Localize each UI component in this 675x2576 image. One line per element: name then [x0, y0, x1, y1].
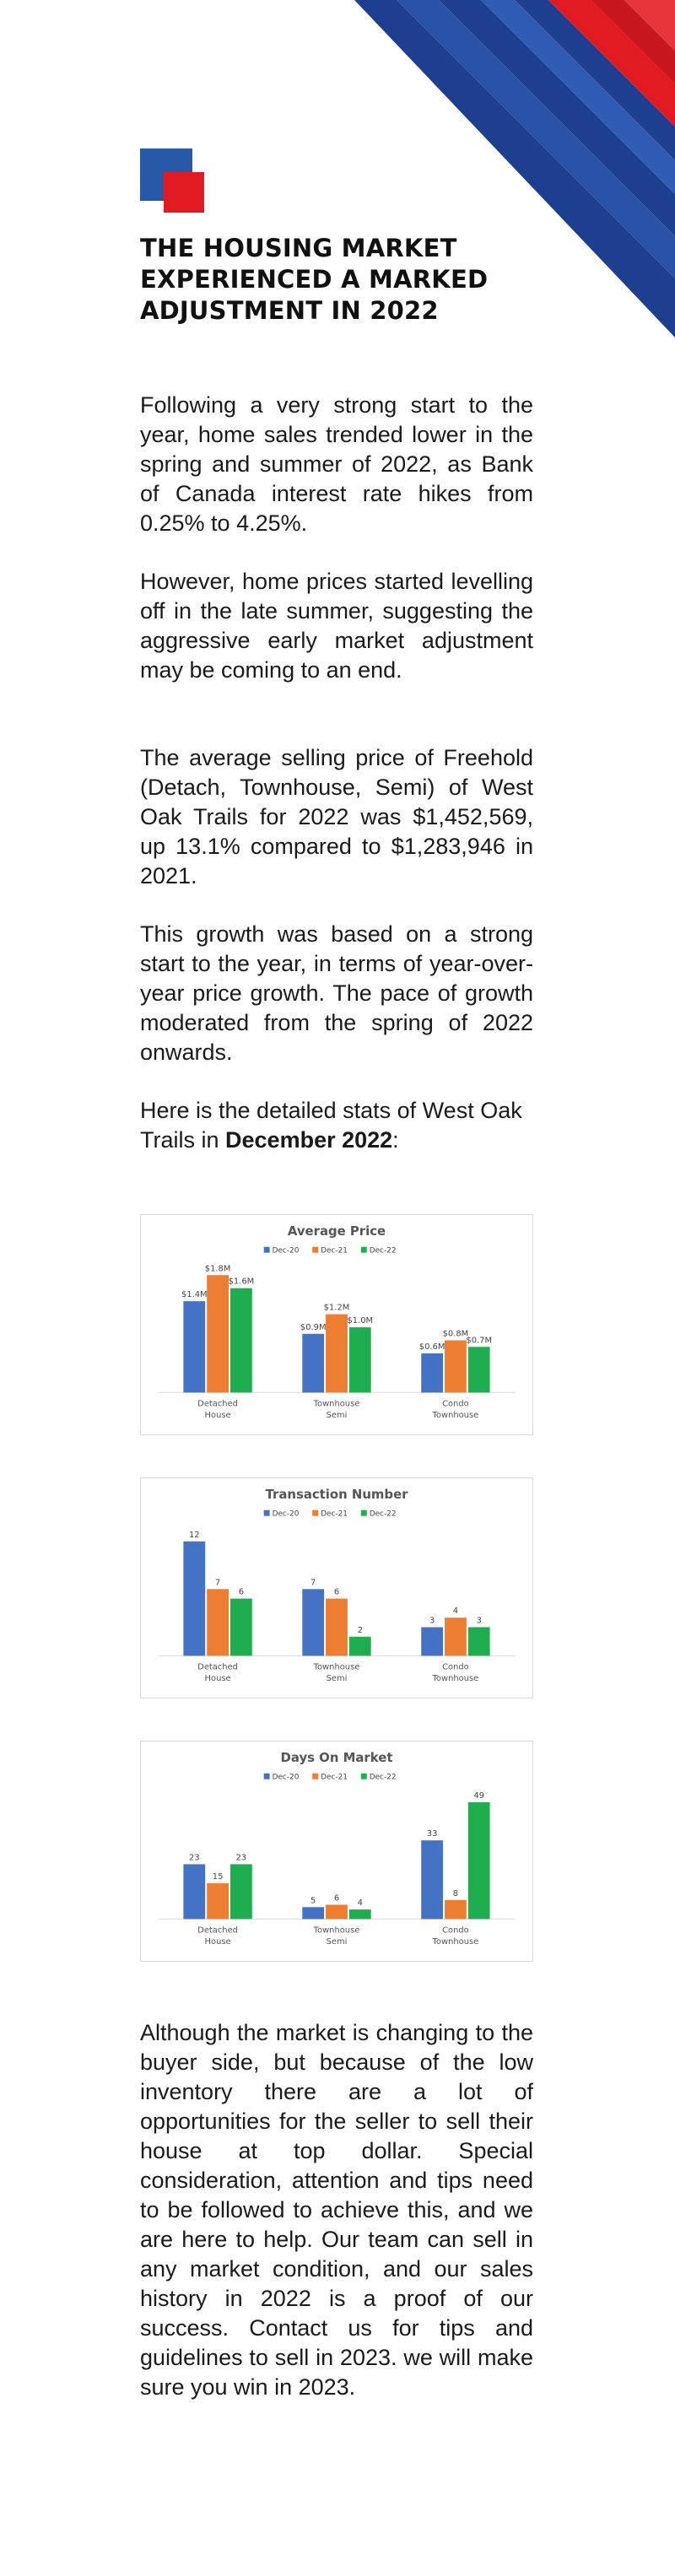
- data-label: $0.9M: [300, 1322, 327, 1332]
- bar: [326, 1599, 348, 1656]
- data-label: $1.6M: [228, 1277, 255, 1287]
- paragraph-intro: Following a very strong start to the year, home sales trended lower in the spring and summer of 2022, as Bank of Canada interest rate hikes from 0.25% to 4.25%.: [140, 392, 533, 536]
- data-label: 2: [357, 1625, 363, 1635]
- bar: [445, 1617, 467, 1655]
- bar: [230, 1599, 252, 1656]
- data-label: 15: [212, 1872, 224, 1882]
- data-label: 7: [214, 1578, 221, 1588]
- category-label: Condo: [442, 1662, 469, 1672]
- category-label: House: [204, 1937, 231, 1947]
- data-label: 8: [452, 1888, 459, 1898]
- category-label: Detached: [197, 1399, 238, 1409]
- data-label: 5: [310, 1896, 316, 1906]
- bar: [349, 1909, 371, 1919]
- legend-label: Dec-21: [321, 1509, 348, 1519]
- brand-logo: [140, 149, 206, 214]
- bar: [302, 1334, 324, 1393]
- data-label: 4: [452, 1607, 459, 1617]
- bar: [183, 1542, 205, 1656]
- paragraph-closing: Although the market is changing to the buyer side, but because of the low inventory there are a lot of opportunities for the seller to sell their house at top dollar. Special consideration, attention and tips need to be followed to achieve this, and we are here to help. Our team can sell in any market condition, and our sales history in 2022 is a proof of our success. Contact us for tips and guidelines to sell in 2023. we will make sure you win in 2023.: [140, 2020, 533, 2400]
- data-label: 49: [473, 1791, 485, 1801]
- data-label: $1.2M: [323, 1303, 350, 1313]
- bar: [207, 1883, 229, 1919]
- paragraph-average-price: The average selling price of Freehold (Detach, Townhouse, Semi) of West Oak Trails for 2022 was $1,452,569, up 13.1% compared to $1,283,946 in 2021.: [140, 745, 533, 888]
- data-label: $1.0M: [347, 1316, 374, 1326]
- legend-swatch: [312, 1510, 318, 1516]
- category-label: Condo: [442, 1925, 469, 1936]
- legend-label: Dec-22: [369, 1773, 397, 1782]
- data-label: 3: [476, 1616, 482, 1626]
- bar: [468, 1347, 490, 1392]
- legend-label: Dec-22: [369, 1509, 397, 1519]
- category-label: Townhouse: [432, 1411, 479, 1421]
- bar: [230, 1288, 252, 1393]
- bar: [326, 1904, 348, 1919]
- bar: [421, 1627, 443, 1655]
- data-label: $0.8M: [442, 1329, 469, 1339]
- legend-swatch: [361, 1774, 367, 1779]
- chart-title: Average Price: [287, 1223, 386, 1239]
- bar: [468, 1627, 490, 1655]
- legend-label: Dec-20: [272, 1246, 300, 1256]
- bar: [207, 1275, 229, 1392]
- legend-swatch: [264, 1510, 270, 1516]
- data-label: $0.6M: [418, 1342, 446, 1353]
- data-label: 23: [235, 1853, 247, 1863]
- chart-title: Transaction Number: [265, 1486, 408, 1502]
- paragraph-growth: This growth was based on a strong start to the year, in terms of year-over-year price growth. The pace of growth moderated from the spring of 2022 onwards.: [140, 921, 533, 1065]
- legend-label: Dec-20: [272, 1773, 300, 1782]
- data-label: 6: [333, 1893, 340, 1904]
- bar: [445, 1900, 467, 1920]
- bar: [302, 1907, 324, 1919]
- bar: [349, 1327, 371, 1392]
- category-label: Detached: [197, 1662, 238, 1672]
- bar: [349, 1637, 371, 1656]
- legend-swatch: [361, 1247, 367, 1253]
- bar: [445, 1341, 467, 1393]
- bar: [421, 1353, 443, 1392]
- category-label: Condo: [442, 1399, 469, 1409]
- category-label: Townhouse: [313, 1662, 360, 1672]
- legend-label: Dec-22: [369, 1246, 397, 1256]
- category-label: Townhouse: [313, 1399, 360, 1409]
- chart-days-on-market: [140, 1741, 533, 1962]
- bar: [302, 1589, 324, 1655]
- paragraph-prices: However, home prices started levelling off in the late summer, suggesting the aggressive early market adjustment may be coming to an end.: [140, 569, 533, 683]
- bar: [468, 1802, 490, 1919]
- bar: [207, 1589, 229, 1655]
- category-label: Semi: [326, 1937, 348, 1947]
- bar: [183, 1301, 205, 1392]
- data-label: 23: [188, 1853, 200, 1863]
- bar: [326, 1315, 348, 1393]
- category-label: Townhouse: [432, 1674, 479, 1684]
- category-label: Semi: [326, 1674, 348, 1684]
- legend-swatch: [361, 1510, 367, 1516]
- bar: [183, 1864, 205, 1919]
- bar: [421, 1840, 443, 1919]
- data-label: 33: [426, 1829, 438, 1839]
- stats-intro-colon: :: [392, 1127, 399, 1153]
- data-label: 12: [188, 1530, 200, 1540]
- category-label: Townhouse: [432, 1937, 479, 1947]
- data-label: $0.7M: [466, 1336, 493, 1346]
- chart-title: Days On Market: [280, 1749, 393, 1765]
- category-label: Townhouse: [313, 1925, 360, 1936]
- legend-swatch: [264, 1774, 270, 1779]
- legend-label: Dec-20: [272, 1509, 300, 1519]
- chart-average-price: [140, 1214, 533, 1435]
- page-title: THE HOUSING MARKET EXPERIENCED A MARKED ADJUSTMENT IN 2022: [140, 234, 489, 325]
- data-label: $1.4M: [181, 1290, 208, 1300]
- legend-label: Dec-21: [321, 1246, 348, 1256]
- data-label: 6: [333, 1587, 340, 1597]
- category-label: Detached: [197, 1925, 238, 1936]
- logo-red-square: [164, 172, 204, 213]
- bar: [230, 1864, 252, 1919]
- chart-transaction-number: [140, 1477, 533, 1698]
- legend-swatch: [312, 1247, 318, 1253]
- legend-label: Dec-21: [321, 1773, 348, 1782]
- stats-intro-text: Here is the detailed stats of West Oak Trails in: [140, 1098, 522, 1153]
- data-label: 6: [238, 1587, 245, 1597]
- paragraph-stats-intro: [140, 1096, 533, 1155]
- data-label: 7: [310, 1578, 316, 1588]
- data-label: 3: [429, 1616, 435, 1626]
- category-label: Semi: [326, 1411, 348, 1421]
- data-label: $1.8M: [204, 1264, 231, 1274]
- category-label: House: [204, 1411, 231, 1421]
- data-label: 4: [357, 1898, 363, 1909]
- category-label: House: [204, 1674, 231, 1684]
- legend-swatch: [312, 1774, 318, 1779]
- stats-intro-date: December 2022: [225, 1127, 393, 1153]
- legend-swatch: [264, 1247, 270, 1253]
